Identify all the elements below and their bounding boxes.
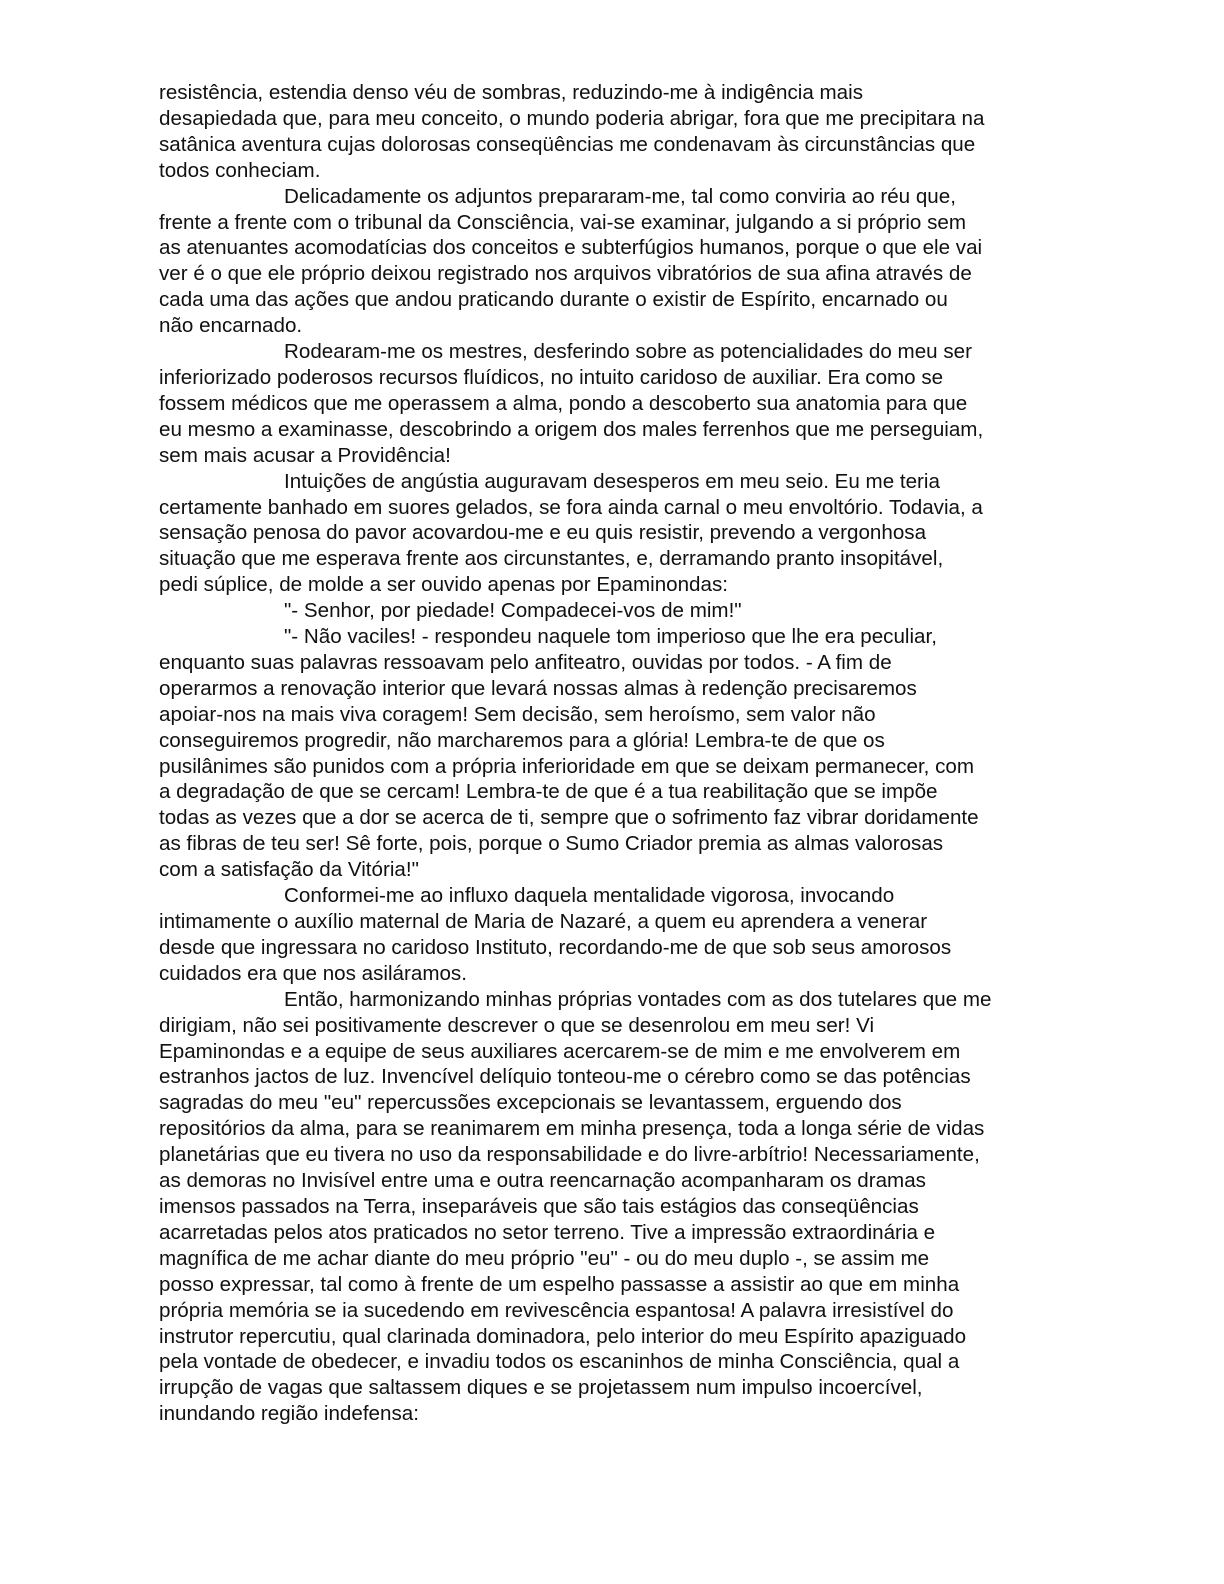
text-line: posso expressar, tal como à frente de um espelho passasse a assistir ao que em minha [159,1272,960,1296]
text-line: desapiedada que, para meu conceito, o mundo poderia abrigar, fora que me precipitara na [159,106,985,130]
paragraph-first-line: Conformei-me ao influxo daquela mentalidade vigorosa, invocando [284,884,895,908]
text-line: fossem médicos que me operassem a alma, pondo a descoberto sua anatomia para que [159,391,968,415]
text-line: operarmos a renovação interior que levará nossas almas à redenção precisaremos [159,676,917,700]
text-line: estranhos jactos de luz. Invencível delíquio tonteou-me o cérebro como se das potências [159,1065,971,1089]
text-line: inundando região indefensa: [159,1402,419,1426]
text-line: enquanto suas palavras ressoavam pelo anfiteatro, ouvidas por todos. - A fim de [159,650,892,674]
text-line: Epaminondas e a equipe de seus auxiliares acercarem-se de mim e me envolverem em [159,1039,961,1063]
text-line: magnífica de me achar diante do meu próprio "eu" - ou do meu duplo -, se assim me [159,1246,930,1270]
paragraph-first-line: "- Senhor, por piedade! Compadecei-vos de mim!" [284,599,742,623]
text-line: pela vontade de obedecer, e invadiu todos os escaninhos de minha Consciência, qual a [159,1350,960,1374]
text-line: dirigiam, não sei positivamente descrever o que se desenrolou em meu ser! Vi [159,1013,875,1037]
text-line: instrutor repercutiu, qual clarinada dominadora, pelo interior do meu Espírito apaziguado [159,1324,967,1348]
text-line: pedi súplice, de molde a ser ouvido apenas por Epaminondas: [159,573,728,597]
text-line: apoiar-nos na mais viva coragem! Sem decisão, sem heroísmo, sem valor não [159,702,876,726]
text-line: as fibras de teu ser! Sê forte, pois, porque o Sumo Criador premia as almas valorosas [159,832,944,856]
paragraph-first-line: "- Não vaciles! - respondeu naquele tom imperioso que lhe era peculiar, [284,625,937,649]
text-line: resistência, estendia denso véu de sombras, reduzindo-me à indigência mais [159,81,864,104]
text-line: planetárias que eu tivera no uso da responsabilidade e do livre-arbítrio! Necessariamente, [159,1143,980,1167]
text-line: frente a frente com o tribunal da Consciência, vai-se examinar, julgando a si próprio sem [159,210,967,234]
text-line: todos conheciam. [159,158,321,182]
text-line: imensos passados na Terra, inseparáveis que são tais estágios das conseqüências [159,1194,919,1218]
text-line: desde que ingressara no caridoso Instituto, recordando-me de que sob seus amorosos [159,935,952,959]
text-line: todas as vezes que a dor se acerca de ti, sempre que o sofrimento faz vibrar doridamente [159,806,979,830]
text-line: pusilânimes são punidos com a própria inferioridade em que se deixam permanecer, com [159,754,975,778]
text-line: não encarnado. [159,314,303,338]
text-line: intimamente o auxílio maternal de Maria de Nazaré, a quem eu aprendera a venerar [159,910,928,933]
text-line: repositórios da alma, para se reanimarem em minha presença, toda a longa série de vidas [159,1117,985,1141]
paragraph-first-line: Delicadamente os adjuntos prepararam-me, tal como conviria ao réu que, [284,184,956,208]
text-line: satânica aventura cujas dolorosas conseqüências me condenavam às circunstâncias que [159,132,976,156]
paragraph-first-line: Então, harmonizando minhas próprias vontades com as dos tutelares que me [284,987,992,1011]
body-text [159,80,1064,1427]
text-line: ver é o que ele próprio deixou registrado nos arquivos vibratórios de sua afina através de [159,262,972,286]
text-line: sagradas do meu "eu" repercussões excepcionais se levantassem, erguendo dos [159,1091,902,1115]
paragraph-first-line: Rodearam-me os mestres, desferindo sobre as potencialidades do meu ser [284,340,972,364]
paragraph-first-line: Intuições de angústia auguravam desesperos em meu seio. Eu me teria [284,469,940,493]
text-line: sensação penosa do pavor acovardou-me e eu quis resistir, prevendo a vergonhosa [159,521,927,545]
text-line: conseguiremos progredir, não marcharemos para a glória! Lembra-te de que os [159,728,885,752]
text-line: com a satisfação da Vitória!" [159,858,419,882]
text-line: as demoras no Invisível entre uma e outra reencarnação acompanharam os dramas [159,1169,926,1193]
text-line: sem mais acusar a Providência! [159,443,451,467]
text-line: eu mesmo a examinasse, descobrindo a origem dos males ferrenhos que me perseguiam, [159,417,984,441]
text-line: as atenuantes acomodatícias dos conceitos e subterfúgios humanos, porque o que ele vai [159,236,983,260]
text-line: situação que me esperava frente aos circunstantes, e, derramando pranto insopitável, [159,547,944,571]
text-line: acarretadas pelos atos praticados no setor terreno. Tive a impressão extraordinária e [159,1220,936,1244]
text-line: a degradação de que se cercam! Lembra-te de que é a tua reabilitação que se impõe [159,780,938,804]
text-line: certamente banhado em suores gelados, se fora ainda carnal o meu envoltório. Todavia, a [159,495,983,519]
text-line: cada uma das ações que andou praticando durante o existir de Espírito, encarnado ou [159,288,948,312]
text-line: cuidados era que nos asiláramos. [159,961,467,985]
text-line: irrupção de vagas que saltassem diques e se projetassem num impulso incoercível, [159,1376,923,1400]
text-line: inferiorizado poderosos recursos fluídicos, no intuito caridoso de auxiliar. Era como se [159,365,944,389]
text-line: própria memória se ia sucedendo em revivescência espantosa! A palavra irresistível do [159,1298,954,1322]
